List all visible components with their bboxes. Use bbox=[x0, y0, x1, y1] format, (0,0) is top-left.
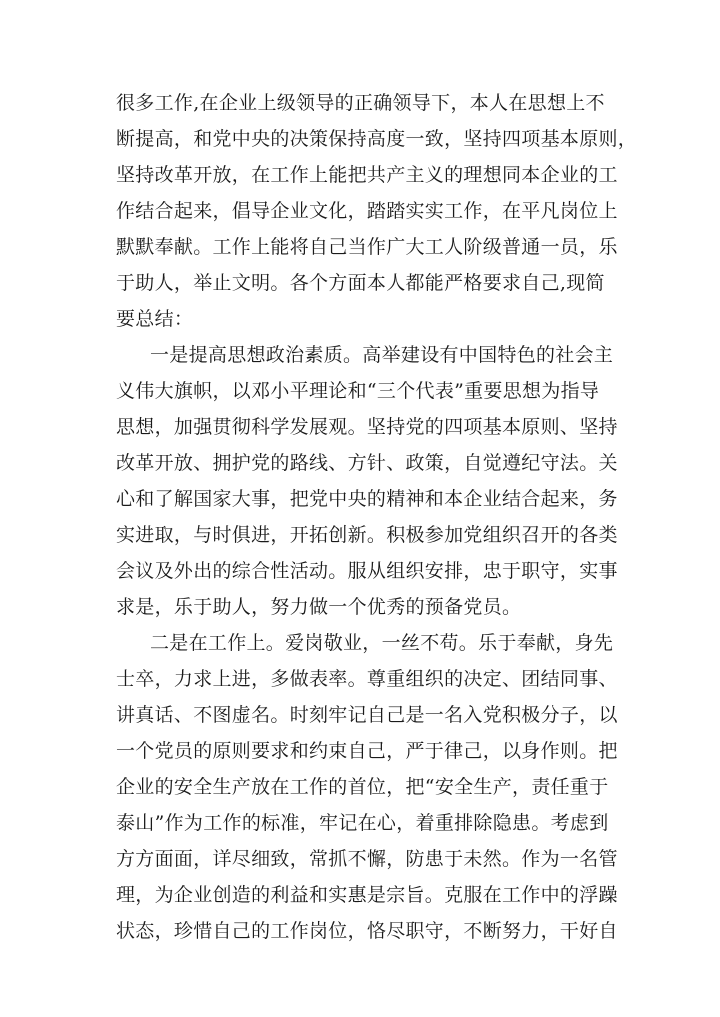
text-line: 要总结： bbox=[116, 308, 194, 330]
text-line: 坚持改革开放，在工作上能把共产主义的理想同本企业的工 bbox=[116, 164, 618, 186]
text-line: 理，为企业创造的利益和实惠是宗旨。克服在工作中的浮躁 bbox=[116, 884, 618, 906]
text-line: 一个党员的原则要求和约束自己，严于律己，以身作则。把 bbox=[116, 740, 618, 762]
text-line: 作结合起来，倡导企业文化，踏踏实实工作，在平凡岗位上 bbox=[116, 200, 618, 222]
text-line: 思想，加强贯彻科学发展观。坚持党的四项基本原则、坚持 bbox=[116, 416, 618, 438]
text-line: 求是，乐于助人，努力做一个优秀的预备党员。 bbox=[116, 596, 522, 618]
text-line: 改革开放、拥护党的路线、方针、政策，自觉遵纪守法。关 bbox=[116, 452, 618, 474]
paragraph-start-line: 一是提高思想政治素质。高举建设有中国特色的社会主 bbox=[150, 344, 614, 366]
text-line: 于助人，举止文明。各个方面本人都能严格要求自己,现简 bbox=[116, 272, 605, 294]
text-line: 士卒，力求上进，多做表率。尊重组织的决定、团结同事、 bbox=[116, 668, 618, 690]
text-line: 方方面面，详尽细致，常抓不懈，防患于未然。作为一名管 bbox=[116, 848, 618, 870]
text-line: 义伟大旗帜，以邓小平理论和“三个代表”重要思想为指导 bbox=[116, 380, 600, 402]
text-line: 会议及外出的综合性活动。服从组织安排，忠于职守，实事 bbox=[116, 560, 618, 582]
text-line: 泰山”作为工作的标准，牢记在心，着重排除隐患。考虑到 bbox=[116, 812, 609, 834]
text-line: 断提高，和党中央的决策保持高度一致，坚持四项基本原则， bbox=[116, 128, 638, 150]
paragraph-start-line: 二是在工作上。爱岗敬业，一丝不苟。乐于奉献，身先 bbox=[150, 632, 614, 654]
text-line: 默默奉献。工作上能将自己当作广大工人阶级普通一员，乐 bbox=[116, 236, 618, 258]
text-line: 讲真话、不图虚名。时刻牢记自己是一名入党积极分子，以 bbox=[116, 704, 618, 726]
text-line: 很多工作,在企业上级领导的正确领导下，本人在思想上不 bbox=[116, 92, 605, 114]
text-line: 企业的安全生产放在工作的首位，把“安全生产，责任重于 bbox=[116, 776, 609, 798]
text-line: 状态，珍惜自己的工作岗位，恪尽职守，不断努力，干好自 bbox=[116, 920, 618, 942]
text-line: 心和了解国家大事，把党中央的精神和本企业结合起来，务 bbox=[116, 488, 618, 510]
text-line: 实进取，与时俱进，开拓创新。积极参加党组织召开的各类 bbox=[116, 524, 618, 546]
